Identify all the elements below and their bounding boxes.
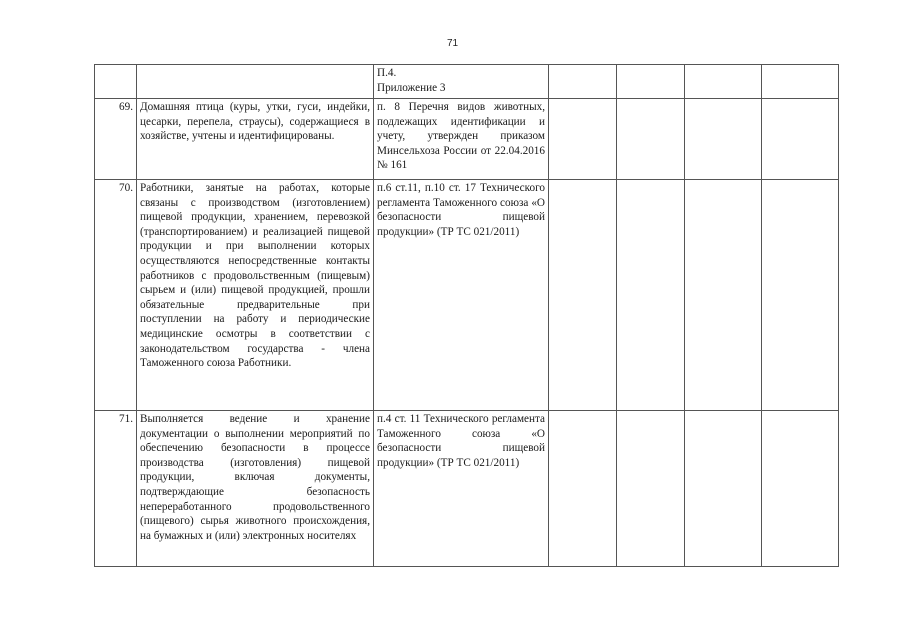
requirement-cell bbox=[137, 411, 374, 567]
reference-cell: п. 8 Перечня видов животных, подлежащих идентификации и учету, утвержден приказом Минсельхоза России от 22.04.2016 № 161 bbox=[374, 99, 549, 180]
empty-cell bbox=[762, 99, 839, 180]
row-number: 70. bbox=[95, 180, 137, 411]
requirement-cell: Работники, занятые на работах, которые связаны с производством (изготовлением) пищевой продукции, хранением, перевозкой (транспортированием) и реализацией пищевой продукции и при выполнении которых осуществляются непосредственные контакты работников с продовольственным (пищевым) сырьем и (или) пищевой продукцией, прошли обязательные предварительные при поступлении на работу и периодические медицинские осмотры в соответствии с законодательством государства - члена Таможенного союза Работники. bbox=[137, 180, 374, 411]
empty-cell bbox=[762, 65, 839, 99]
empty-cell bbox=[685, 65, 762, 99]
empty-cell bbox=[617, 411, 685, 567]
requirement-text: Выполняется ведение и хранение документации о выполнении мероприятий по обеспечению безопасности в процессе производства (изготовления) пищевой продукции, включая документы, подтверждающие безопасность непереработанного продовольственного (пищевого) сырья животного происхождения, на бумажных и (или) электронных носителях bbox=[140, 413, 370, 542]
empty-cell bbox=[617, 180, 685, 411]
row-number: 71. bbox=[95, 411, 137, 567]
empty-cell bbox=[685, 411, 762, 567]
reference-cell: п.6 ст.11, п.10 ст. 17 Технического регламента Таможенного союза «О безопасности пищевой продукции» (ТР ТС 021/2011) bbox=[374, 180, 549, 411]
reference-cell: П.4. Приложение 3 bbox=[374, 65, 549, 99]
requirement-cell: Домашняя птица (куры, утки, гуси, индейки, цесарки, перепела, страусы), содержащиеся в хозяйстве, учтены и идентифицированы. bbox=[137, 99, 374, 180]
page-number: 71 bbox=[446, 38, 459, 49]
empty-cell bbox=[549, 411, 617, 567]
row-number: 69. bbox=[95, 99, 137, 180]
empty-cell bbox=[549, 65, 617, 99]
table-row bbox=[95, 65, 839, 99]
requirement-cell bbox=[137, 65, 374, 99]
empty-cell bbox=[762, 180, 839, 411]
table-row bbox=[95, 180, 839, 411]
row-number bbox=[95, 65, 137, 99]
empty-cell bbox=[762, 411, 839, 567]
table-row bbox=[95, 99, 839, 180]
empty-cell bbox=[617, 99, 685, 180]
empty-cell bbox=[549, 99, 617, 180]
empty-cell bbox=[685, 99, 762, 180]
empty-cell bbox=[617, 65, 685, 99]
requirements-table bbox=[94, 64, 839, 567]
empty-cell bbox=[549, 180, 617, 411]
table-row bbox=[95, 411, 839, 567]
empty-cell bbox=[685, 180, 762, 411]
reference-cell: п.4 ст. 11 Технического регламента Таможенного союза «О безопасности пищевой продукции» (ТР ТС 021/2011) bbox=[374, 411, 549, 567]
